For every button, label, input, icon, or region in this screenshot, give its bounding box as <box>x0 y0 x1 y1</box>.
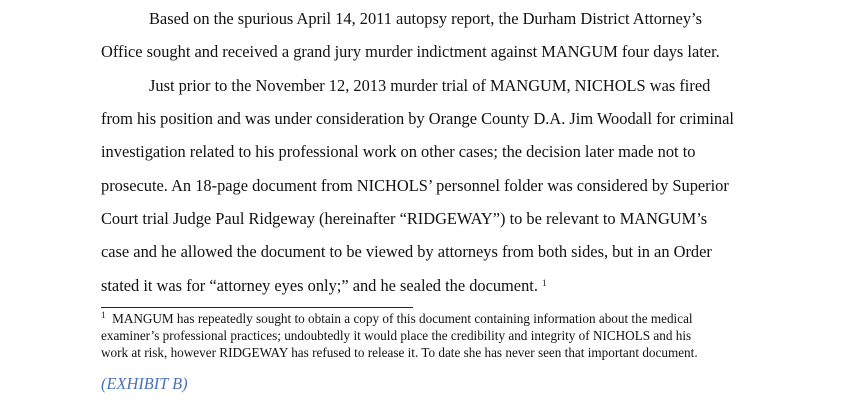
paragraph-2-line-2: from his position and was under consideration by Orange County D.A. Jim Woodall for criminal <box>101 109 734 128</box>
footnote-line-1 <box>101 311 693 327</box>
paragraph-2-line-7-text: stated it was for “attorney eyes only;” and he sealed the document. <box>101 276 538 295</box>
paragraph-2-line-3: investigation related to his professional work on other cases; the decision later made not to <box>101 142 696 161</box>
paragraph-2-line-1: Just prior to the November 12, 2013 murder trial of MANGUM, NICHOLS was fired <box>149 76 711 95</box>
exhibit-link[interactable]: (EXHIBIT B) <box>101 374 188 393</box>
footnote-line-3: work at risk, however RIDGEWAY has refused to release it. To date she has never seen that important document. <box>101 345 698 360</box>
footnote-divider <box>101 307 413 308</box>
paragraph-2-line-4: prosecute. An 18-page document from NICHOLS’ personnel folder was considered by Superior <box>101 176 729 195</box>
paragraph-1-line-1: Based on the spurious April 14, 2011 autopsy report, the Durham District Attorney’s <box>149 9 702 28</box>
footnote-marker: 1 <box>101 310 106 320</box>
paragraph-2-line-6: case and he allowed the document to be viewed by attorneys from both sides, but in an Order <box>101 242 712 261</box>
paragraph-1-line-2: Office sought and received a grand jury murder indictment against MANGUM four days later. <box>101 42 720 61</box>
footnote-line-1-text: MANGUM has repeatedly sought to obtain a copy of this document containing information about the medical <box>112 311 693 326</box>
footnote-reference[interactable]: 1 <box>542 278 547 288</box>
paragraph-2-line-5: Court trial Judge Paul Ridgeway (hereinafter “RIDGEWAY”) to be relevant to MANGUM’s <box>101 209 708 228</box>
footnote-line-2: examiner’s professional practices; undoubtedly it would place the credibility and integrity of NICHOLS and his <box>101 328 692 343</box>
paragraph-2-line-7 <box>101 276 547 296</box>
